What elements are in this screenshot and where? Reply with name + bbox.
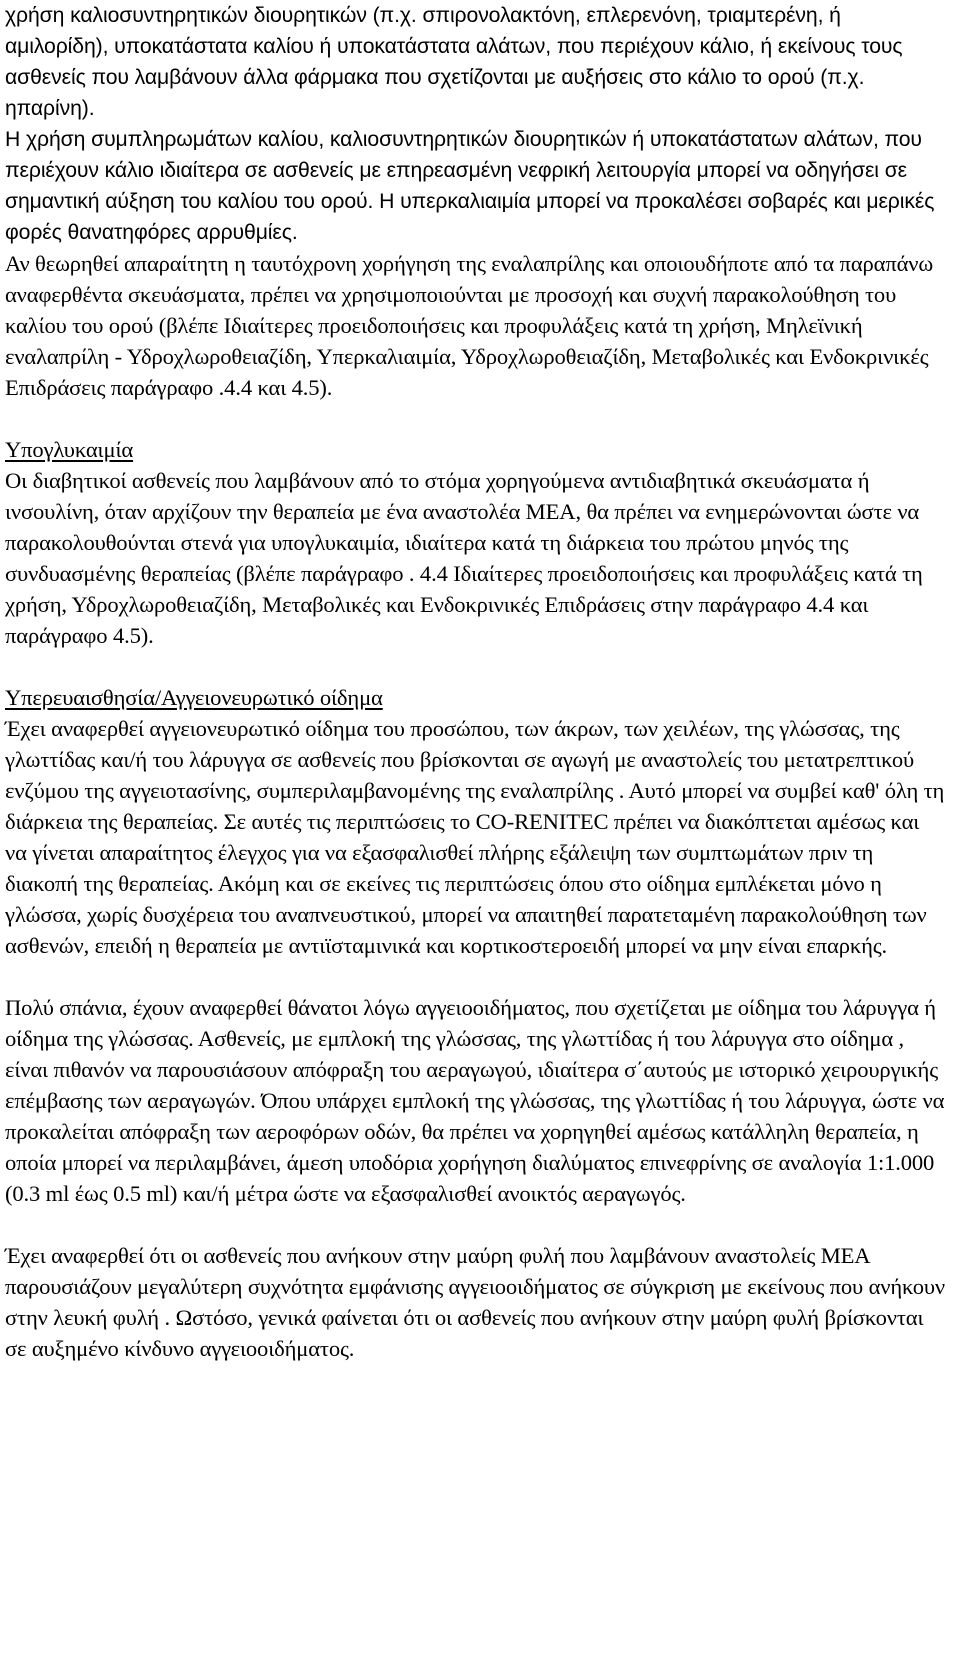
intro-continuation-paragraph: χρήση καλιοσυντηρητικών διουρητικών (π.χ. σπιρονολακτόνη, επλερενόνη, τριαμτερένη, ή αμιλορίδη), υποκατάστατα καλίου ή υποκατάστατα αλάτων, που περιέχουν κάλιο, ή εκείνους τους ασθενείς που λαμβάνουν άλλα φάρμακα που σχετίζονται με αυξήσεις στο κάλιο το ορού (π.χ. ηπαρίνη). [5, 4, 903, 120]
paragraph-spacer [5, 961, 945, 992]
section-spacer [5, 403, 945, 434]
paragraph-spacer [5, 1209, 945, 1240]
angioedema-paragraph-1: Έχει αναφερθεί αγγειονευρωτικό οίδημα του προσώπου, των άκρων, των χειλέων, της γλώσσας, της γλωττίδας και/ή του λάρυγγα σε ασθενείς που βρίσκονται σε αγωγή με αναστολείς του μετατρεπτικού ενζύμου της αγγειοτασίνης, συμπεριλαμβανομένης της εναλαπρίλης . Αυτό μπορεί να συμβεί καθ' όλη τη διάρκεια της θεραπείας. Σε αυτές τις περιπτώσεις το CO-RENITEC πρέπει να διακόπτεται αμέσως και να γίνεται απαραίτητος έλεγχος για να εξασφαλισθεί πλήρης εξάλειψη των συμπτωμάτων πριν τη διακοπή της θεραπείας. Ακόμη και σε εκείνες τις περιπτώσεις όπου στο οίδημα εμπλέκεται μόνο η γλώσσα, χωρίς δυσχέρεια του αναπνευστικού, μπορεί να απαιτηθεί παρατεταμένη παρακολούθηση των ασθενών, επειδή η θεραπεία με αντιϊσταμινικά και κορτικοστεροειδή μπορεί να μην είναι επαρκής. [5, 716, 945, 958]
hypoglycemia-paragraph: Οι διαβητικοί ασθενείς που λαμβάνουν από το στόμα χορηγούμενα αντιδιαβητικά σκευάσματα ή ινσουλίνη, όταν αρχίζουν την θεραπεία με ένα αναστολέα ΜΕΑ, θα πρέπει να ενημερώνονται ώστε να παρακολουθούνται στενά για υπογλυκαιμία, ιδιαίτερα κατά τη διάρκεια του πρώτου μηνός της συνδυασμένης θεραπείας (βλέπε παράγραφο . 4.4 Ιδιαίτερες προειδοποιήσεις και προφυλάξεις κατά τη χρήση, Υδροχλωροθειαζίδη, Μεταβολικές και Ενδοκρινικές Επιδράσεις στην παράγραφο 4.4 και παράγραφο 4.5). [5, 468, 923, 648]
hypoglycemia-heading: Υπογλυκαιμία [5, 437, 134, 462]
coadministration-paragraph: Αν θεωρηθεί απαραίτητη η ταυτόχρονη χορήγηση της εναλαπρίλης και οποιουδήποτε από τα παραπάνω αναφερθέντα σκευάσματα, πρέπει να χρησιμοποιούνται με προσοχή και συχνή παρακολούθηση του καλίου του ορού (βλέπε Ιδιαίτερες προειδοποιήσεις και προφυλάξεις κατά τη χρήση, Μηλεϊνική εναλαπρίλη - Υδροχλωροθειαζίδη, Υπερκαλιαιμία, Υδροχλωροθειαζίδη, Μεταβολικές και Ενδοκρινικές Επιδράσεις παράγραφο .4.4 και 4.5). [5, 251, 934, 400]
angioedema-paragraph-2: Πολύ σπάνια, έχουν αναφερθεί θάνατοι λόγω αγγειοοιδήματος, που σχετίζεται με οίδημα του λάρυγγα ή οίδημα της γλώσσας. Ασθενείς, με εμπλοκή της γλώσσας, της γλωττίδας ή του λάρυγγα στο οίδημα , είναι πιθανόν να παρουσιάσουν απόφραξη του αεραγωγού, ιδιαίτερα σ΄αυτούς με ιστορικό χειρουργικής επέμβασης των αεραγωγών. Όπου υπάρχει εμπλοκή της γλώσσας, της γλωττίδας ή του λάρυγγα, ώστε να προκαλείται απόφραξη των αεροφόρων οδών, θα πρέπει να χορηγηθεί αμέσως κατάλληλη θεραπεία, η οποία μπορεί να περιλαμβάνει, άμεση υποδόρια χορήγηση διαλύματος επινεφρίνης σε αναλογία 1:1.000 (0.3 ml έως 0.5 ml) και/ή μέτρα ώστε να εξασφαλισθεί ανοικτός αεραγωγός. [5, 995, 945, 1206]
document-page [5, 0, 945, 1364]
angioedema-heading: Υπερευαισθησία/Αγγειονευρωτικό οίδημα [5, 685, 383, 710]
potassium-use-paragraph: Η χρήση συμπληρωμάτων καλίου, καλιοσυντηρητικών διουρητικών ή υποκατάστατων αλάτων, που περιέχουν κάλιο ιδιαίτερα σε ασθενείς με επηρεασμένη νεφρική λειτουργία μπορεί να οδηγήσει σε σημαντική αύξηση του καλίου του ορού. Η υπερκαλιαιμία μπορεί να προκαλέσει σοβαρές και μερικές φορές θανατηφόρες αρρυθμίες. [5, 128, 935, 244]
angioedema-paragraph-3: Έχει αναφερθεί ότι οι ασθενείς που ανήκουν στην μαύρη φυλή που λαμβάνουν αναστολείς ΜΕΑ παρουσιάζουν μεγαλύτερη συχνότητα εμφάνισης αγγειοοιδήματος σε σύγκριση με εκείνους που ανήκουν στην λευκή φυλή . Ωστόσο, γενικά φαίνεται ότι οι ασθενείς που ανήκουν στην μαύρη φυλή βρίσκονται σε αυξημένο κίνδυνο αγγειοοιδήματος. [5, 1243, 945, 1361]
section-spacer [5, 651, 945, 682]
